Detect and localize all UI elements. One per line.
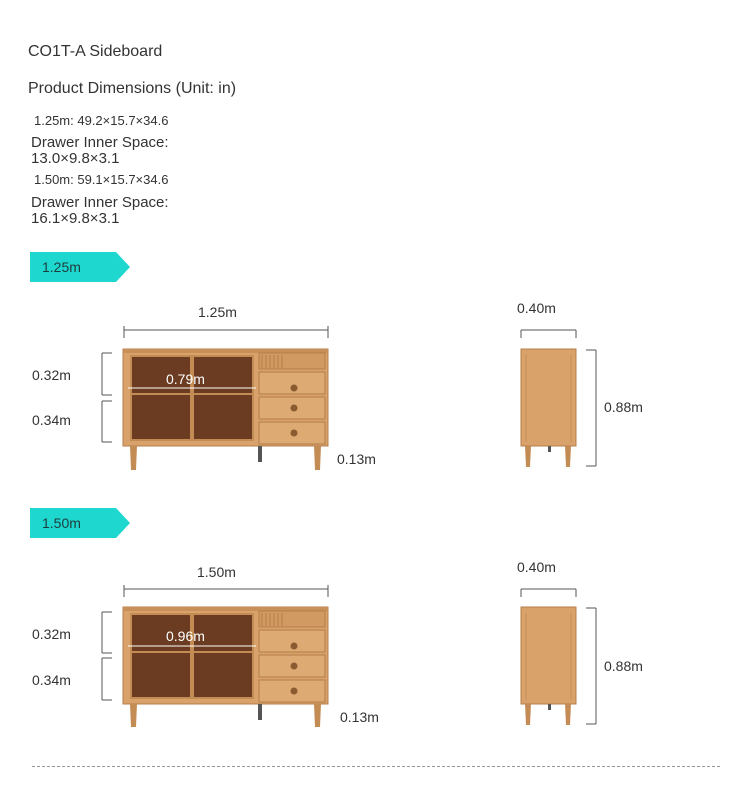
total-height-label-150: 0.88m <box>604 658 643 674</box>
depth-label-150: 0.40m <box>517 559 556 575</box>
leg-height-label-125: 0.13m <box>337 451 376 467</box>
product-title: CO1T-A Sideboard <box>28 43 163 60</box>
size-tag-150: 1.50m <box>30 508 116 538</box>
top-height-label-125: 0.32m <box>32 367 71 383</box>
door-width-label-125: 0.79m <box>166 371 205 387</box>
bottom-height-label-150: 0.34m <box>32 672 71 688</box>
spec-drawer-value-2: 16.1×9.8×3.1 <box>31 210 120 227</box>
width-label-150: 1.50m <box>197 564 236 580</box>
spec-drawer-label-1: Drawer Inner Space: <box>31 134 169 151</box>
depth-label-125: 0.40m <box>517 300 556 316</box>
total-height-label-125: 0.88m <box>604 399 643 415</box>
door-width-label-150: 0.96m <box>166 628 205 644</box>
top-height-label-150: 0.32m <box>32 626 71 642</box>
size-tag-125: 1.25m <box>30 252 116 282</box>
spec-drawer-label-2: Drawer Inner Space: <box>31 194 169 211</box>
bottom-divider <box>32 766 720 767</box>
spec-drawer-value-1: 13.0×9.8×3.1 <box>31 150 120 167</box>
leg-height-label-150: 0.13m <box>340 709 379 725</box>
width-label-125: 1.25m <box>198 304 237 320</box>
bottom-height-label-125: 0.34m <box>32 412 71 428</box>
dimensions-heading: Product Dimensions (Unit: in) <box>28 80 237 97</box>
spec-size-125: 1.25m: 49.2×15.7×34.6 <box>34 113 169 128</box>
spec-size-150: 1.50m: 59.1×15.7×34.6 <box>34 172 169 187</box>
